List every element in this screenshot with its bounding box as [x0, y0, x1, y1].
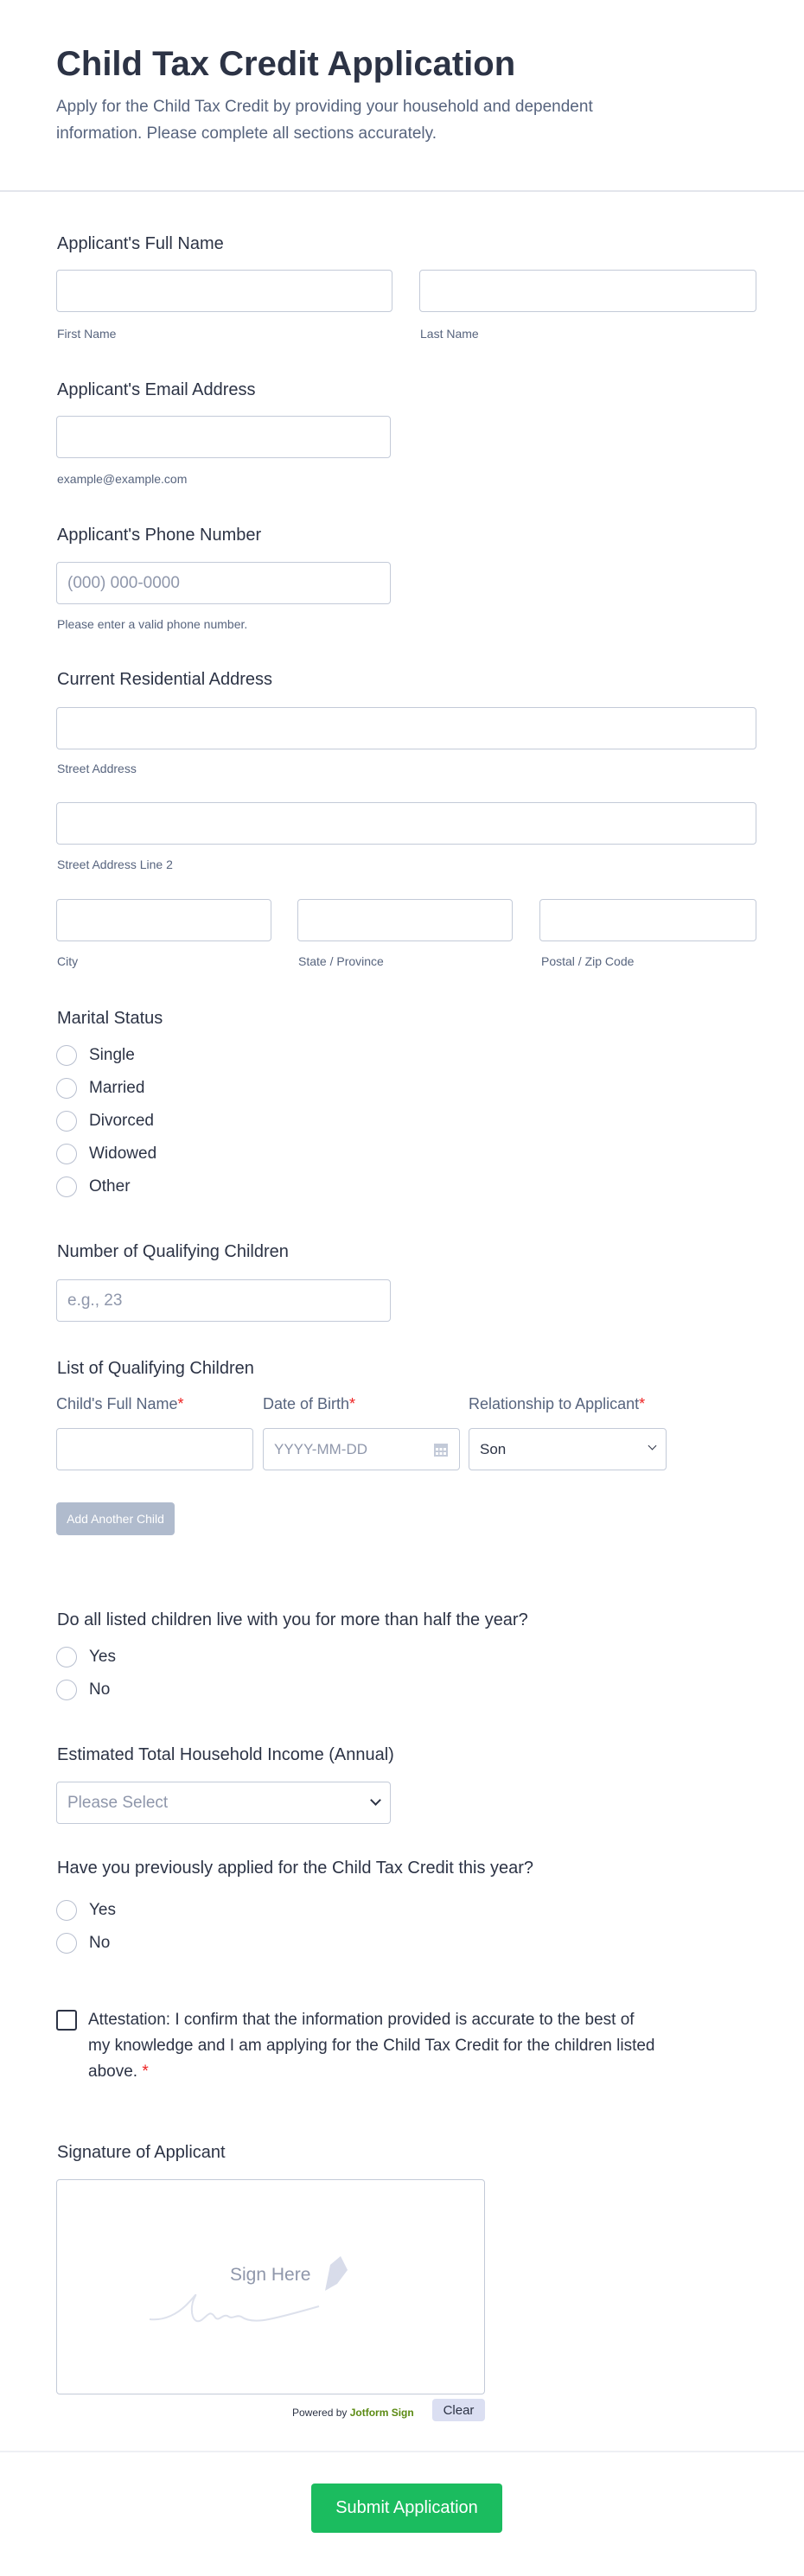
- radio-label: No: [89, 1934, 111, 1952]
- last-name-sublabel: Last Name: [420, 327, 479, 341]
- radio-live-yes[interactable]: [56, 1647, 116, 1667]
- radio-label: Yes: [89, 1901, 116, 1919]
- radio-label: Married: [89, 1079, 145, 1097]
- city-sublabel: City: [57, 954, 79, 968]
- num-children-label: Number of Qualifying Children: [57, 1242, 289, 1261]
- phone-placeholder: (000) 000-0000: [67, 573, 180, 592]
- relationship-value: Son: [480, 1440, 507, 1457]
- col-child-name: Child's Full Name*: [56, 1395, 184, 1412]
- phone-sublabel: Please enter a valid phone number.: [57, 617, 248, 631]
- col-dob: Date of Birth*: [263, 1395, 356, 1412]
- page-title: Child Tax Credit Application: [56, 45, 516, 83]
- income-placeholder: Please Select: [67, 1793, 169, 1812]
- radio-label: Widowed: [89, 1145, 157, 1163]
- radio-circle-icon: [56, 1078, 77, 1099]
- phone-input[interactable]: [56, 562, 391, 604]
- radio-circle-icon: [56, 1900, 77, 1921]
- phone-label: Applicant's Phone Number: [57, 526, 262, 545]
- radio-live-no[interactable]: [56, 1680, 110, 1700]
- email-label: Applicant's Email Address: [57, 380, 256, 399]
- signature-scribble-icon: [148, 2289, 321, 2328]
- live-with-label: Do all listed children live with you for more than half the year?: [57, 1610, 528, 1629]
- state-input[interactable]: [297, 899, 513, 941]
- street2-input[interactable]: [56, 802, 756, 845]
- attestation-text: Attestation: I confirm that the information provided is accurate to the best of my knowledge and I am applying for the Child Tax Credit for the children listed above. *: [88, 2011, 655, 2081]
- col-relationship: Relationship to Applicant*: [469, 1395, 646, 1412]
- jotform-sign-link[interactable]: Jotform Sign: [349, 2407, 414, 2419]
- radio-circle-icon: [56, 1647, 77, 1667]
- radio-widowed[interactable]: [56, 1144, 156, 1164]
- chevron-down-icon: [648, 1442, 657, 1451]
- address-label: Current Residential Address: [57, 670, 273, 689]
- previously-label: Have you previously applied for the Child Tax Credit this year?: [57, 1859, 534, 1878]
- child-name-input[interactable]: [56, 1428, 253, 1470]
- radio-label: Single: [89, 1046, 135, 1064]
- radio-label: Divorced: [89, 1112, 154, 1130]
- signature-label: Signature of Applicant: [57, 2143, 226, 2162]
- add-child-button[interactable]: Add Another Child: [56, 1502, 175, 1535]
- radio-label: Other: [89, 1177, 131, 1196]
- marital-label: Marital Status: [57, 1009, 163, 1028]
- calendar-icon[interactable]: [433, 1442, 449, 1457]
- radio-circle-icon: [56, 1144, 77, 1164]
- street-input[interactable]: [56, 707, 756, 749]
- income-label: Estimated Total Household Income (Annual): [57, 1745, 394, 1764]
- relationship-select[interactable]: [469, 1428, 667, 1470]
- num-children-input[interactable]: [56, 1279, 391, 1322]
- radio-label: No: [89, 1680, 111, 1699]
- submit-button[interactable]: Submit Application: [311, 2484, 502, 2533]
- state-sublabel: State / Province: [298, 954, 384, 968]
- radio-other[interactable]: [56, 1176, 131, 1197]
- city-input[interactable]: [56, 899, 271, 941]
- powered-by: Powered by Jotform Sign: [292, 2407, 414, 2419]
- divider: [0, 2451, 804, 2452]
- clear-signature-button[interactable]: Clear: [432, 2399, 485, 2421]
- radio-prev-yes[interactable]: [56, 1900, 116, 1921]
- radio-circle-icon: [56, 1111, 77, 1132]
- radio-circle-icon: [56, 1045, 77, 1066]
- num-children-placeholder: e.g., 23: [67, 1291, 123, 1310]
- radio-label: Yes: [89, 1648, 116, 1666]
- first-name-sublabel: First Name: [57, 327, 117, 341]
- radio-single[interactable]: [56, 1045, 135, 1066]
- email-sublabel: example@example.com: [57, 472, 188, 486]
- page-subtitle: Apply for the Child Tax Credit by providing your household and dependent information. Please complete all sections accurately.: [56, 98, 593, 143]
- full-name-label: Applicant's Full Name: [57, 234, 224, 253]
- income-select[interactable]: [56, 1782, 391, 1824]
- sign-here-text: Sign Here: [230, 2265, 311, 2285]
- radio-circle-icon: [56, 1933, 77, 1954]
- first-name-input[interactable]: [56, 270, 392, 312]
- radio-prev-no[interactable]: [56, 1933, 110, 1954]
- chevron-down-icon: [370, 1795, 381, 1806]
- last-name-input[interactable]: [419, 270, 756, 312]
- dob-placeholder: YYYY-MM-DD: [274, 1440, 367, 1457]
- children-list-label: List of Qualifying Children: [57, 1359, 254, 1378]
- radio-divorced[interactable]: [56, 1111, 154, 1132]
- email-input[interactable]: [56, 416, 391, 458]
- radio-married[interactable]: [56, 1078, 144, 1099]
- street-sublabel: Street Address: [57, 762, 137, 775]
- zip-input[interactable]: [539, 899, 756, 941]
- pen-icon: [323, 2256, 349, 2291]
- zip-sublabel: Postal / Zip Code: [541, 954, 635, 968]
- signature-pad[interactable]: [56, 2179, 485, 2394]
- dob-input[interactable]: [263, 1428, 460, 1470]
- radio-circle-icon: [56, 1176, 77, 1197]
- attestation-checkbox[interactable]: [56, 2010, 77, 2031]
- divider: [0, 190, 804, 192]
- street2-sublabel: Street Address Line 2: [57, 858, 173, 871]
- radio-circle-icon: [56, 1680, 77, 1700]
